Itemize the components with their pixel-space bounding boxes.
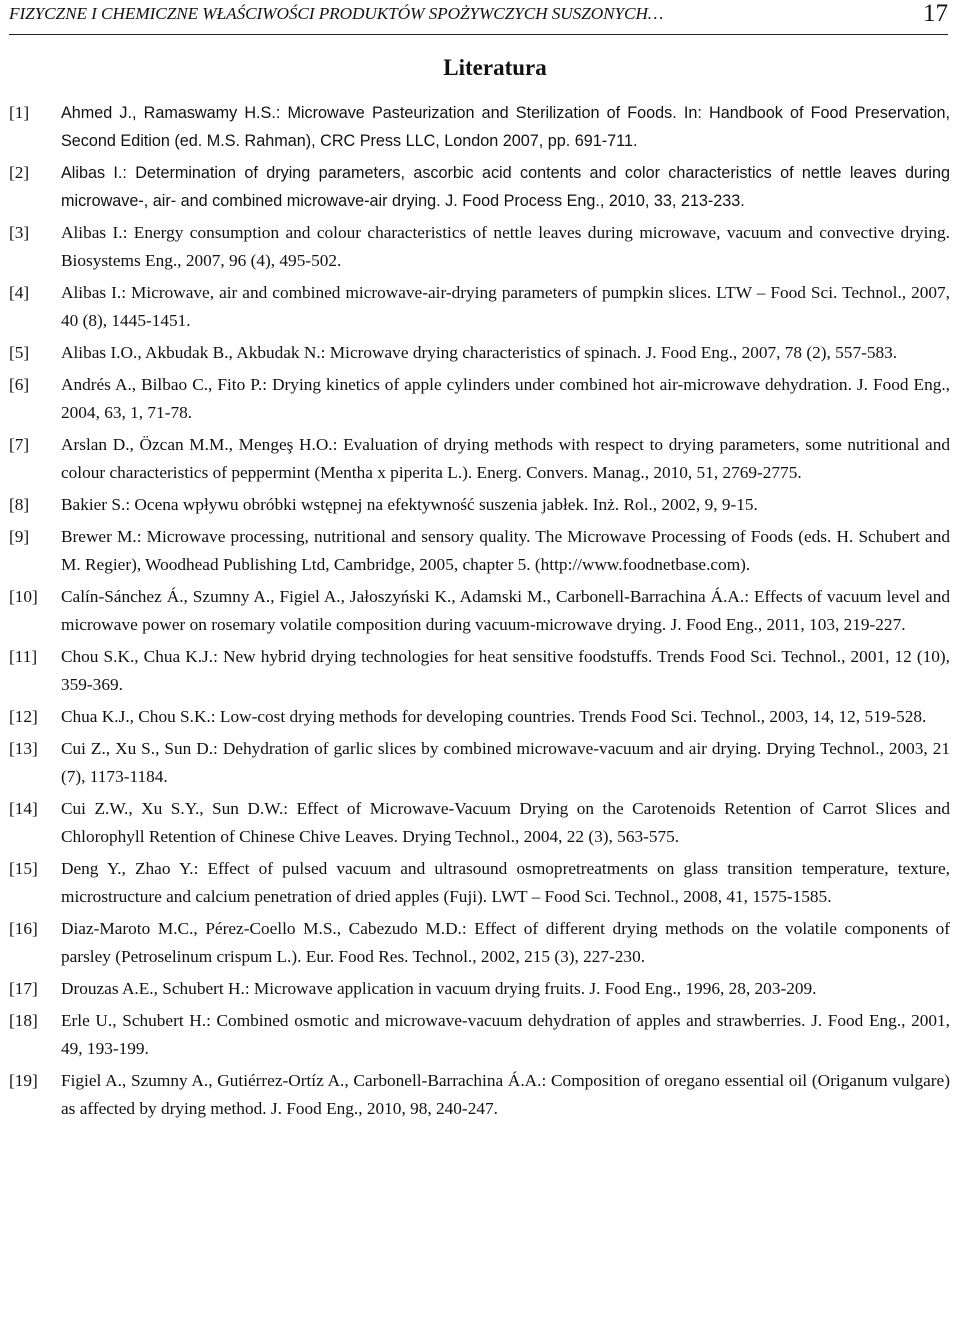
reference-text: Erle U., Schubert H.: Combined osmotic and microwave-vacuum dehydration of apples and strawberries. J. Food Eng., 2001, 49, 193-199.	[61, 1011, 950, 1058]
reference-text: Alibas I.O., Akbudak B., Akbudak N.: Microwave drying characteristics of spinach. J. Food Eng., 2007, 78 (2), 557-583.	[61, 343, 898, 362]
reference-item	[9, 795, 950, 851]
running-header	[9, 0, 948, 35]
reference-text: Drouzas A.E., Schubert H.: Microwave application in vacuum drying fruits. J. Food Eng., 1996, 28, 203-209.	[61, 979, 817, 998]
reference-item	[9, 339, 950, 367]
reference-number: [9]	[9, 527, 30, 546]
reference-item	[9, 99, 950, 155]
reference-number: [12]	[9, 707, 38, 726]
reference-number: [5]	[9, 343, 30, 362]
reference-list	[9, 99, 950, 1127]
reference-text: Deng Y., Zhao Y.: Effect of pulsed vacuum and ultrasound osmopretreatments on glass transition temperature, texture, microstructure and calcium penetration of dried apples (Fuji). LWT – Food Sci. Technol., 2008, 41, 1575-1585.	[61, 859, 950, 906]
reference-item	[9, 523, 950, 579]
reference-text: Diaz-Maroto M.C., Pérez-Coello M.S., Cabezudo M.D.: Effect of different drying methods on the volatile components of parsley (Petroselinum crispum L.). Eur. Food Res. Technol., 2002, 215 (3), 227-230.	[61, 919, 950, 966]
reference-text: Arslan D., Özcan M.M., Mengeş H.O.: Evaluation of drying methods with respect to drying parameters, some nutritional and colour characteristics of peppermint (Mentha x piperita L.). Energ. Convers. Manag., 2010, 51, 2769-2775.	[61, 435, 950, 482]
reference-number: [1]	[9, 103, 30, 122]
reference-item	[9, 371, 950, 427]
reference-number: [16]	[9, 919, 38, 938]
reference-number: [18]	[9, 1011, 38, 1030]
reference-text: Cui Z.W., Xu S.Y., Sun D.W.: Effect of Microwave-Vacuum Drying on the Carotenoids Retention of Carrot Slices and Chlorophyll Retention of Chinese Chive Leaves. Drying Technol., 2004, 22 (3), 563-575.	[61, 799, 950, 846]
reference-item	[9, 1067, 950, 1123]
reference-number: [13]	[9, 739, 38, 758]
reference-text: Chou S.K., Chua K.J.: New hybrid drying technologies for heat sensitive foodstuffs. Trends Food Sci. Technol., 2001, 12 (10), 359-369.	[61, 647, 950, 694]
page-number: 17	[923, 0, 948, 27]
reference-item	[9, 915, 950, 971]
reference-number: [17]	[9, 979, 38, 998]
reference-text: Alibas I.: Determination of drying parameters, ascorbic acid contents and color characteristics of nettle leaves during microwave-, air- and combined microwave-air drying. J. Food Process Eng., 2010, 33, 213-233.	[61, 164, 950, 210]
reference-number: [2]	[9, 163, 30, 182]
reference-item	[9, 219, 950, 275]
reference-number: [4]	[9, 283, 30, 302]
reference-item	[9, 735, 950, 791]
reference-item	[9, 975, 950, 1003]
reference-text: Figiel A., Szumny A., Gutiérrez-Ortíz A., Carbonell-Barrachina Á.A.: Composition of oregano essential oil (Origanum vulgare) as affected by drying method. J. Food Eng., 2010, 98, 240-247.	[61, 1071, 950, 1118]
section-title: Literatura	[443, 55, 547, 80]
reference-number: [15]	[9, 859, 38, 878]
reference-item	[9, 583, 950, 639]
reference-text: Andrés A., Bilbao C., Fito P.: Drying kinetics of apple cylinders under combined hot air-microwave dehydration. J. Food Eng., 2004, 63, 1, 71-78.	[61, 375, 950, 422]
reference-text: Brewer M.: Microwave processing, nutritional and sensory quality. The Microwave Processing of Foods (eds. H. Schubert and M. Regier), Woodhead Publishing Ltd, Cambridge, 2005, chapter 5. (http://www.foodnetbase.com).	[61, 527, 950, 574]
reference-number: [6]	[9, 375, 30, 394]
reference-item	[9, 855, 950, 911]
running-title: FIZYCZNE I CHEMICZNE WŁAŚCIWOŚCI PRODUKTÓW SPOŻYWCZYCH SUSZONYCH…	[9, 4, 664, 23]
reference-text: Ahmed J., Ramaswamy H.S.: Microwave Pasteurization and Sterilization of Foods. In: Handbook of Food Preservation, Second Edition (ed. M.S. Rahman), CRC Press LLC, London 2007, pp. 691-711.	[61, 104, 950, 150]
reference-number: [10]	[9, 587, 38, 606]
reference-text: Bakier S.: Ocena wpływu obróbki wstępnej na efektywność suszenia jabłek. Inż. Rol., 2002, 9, 9-15.	[61, 495, 758, 514]
reference-item	[9, 1007, 950, 1063]
reference-item	[9, 491, 950, 519]
reference-text: Cui Z., Xu S., Sun D.: Dehydration of garlic slices by combined microwave-vacuum and air drying. Drying Technol., 2003, 21 (7), 1173-1184.	[61, 739, 950, 786]
reference-item	[9, 431, 950, 487]
reference-text: Chua K.J., Chou S.K.: Low-cost drying methods for developing countries. Trends Food Sci. Technol., 2003, 14, 12, 519-528.	[61, 707, 927, 726]
reference-number: [19]	[9, 1071, 38, 1090]
reference-item	[9, 159, 950, 215]
reference-number: [3]	[9, 223, 30, 242]
reference-item	[9, 703, 950, 731]
reference-item	[9, 643, 950, 699]
reference-number: [14]	[9, 799, 38, 818]
reference-item	[9, 279, 950, 335]
reference-number: [7]	[9, 435, 30, 454]
reference-text: Alibas I.: Microwave, air and combined microwave-air-drying parameters of pumpkin slices. LTW – Food Sci. Technol., 2007, 40 (8), 1445-1451.	[61, 283, 950, 330]
reference-number: [8]	[9, 495, 30, 514]
reference-text: Calín-Sánchez Á., Szumny A., Figiel A., Jałoszyński K., Adamski M., Carbonell-Barrachina Á.A.: Effects of vacuum level and microwave power on rosemary volatile composition during vacuum-microwave drying. J. Food Eng., 2011, 103, 219-227.	[61, 587, 950, 634]
reference-number: [11]	[9, 647, 38, 666]
reference-text: Alibas I.: Energy consumption and colour characteristics of nettle leaves during microwave, vacuum and convective drying. Biosystems Eng., 2007, 96 (4), 495-502.	[61, 223, 950, 270]
